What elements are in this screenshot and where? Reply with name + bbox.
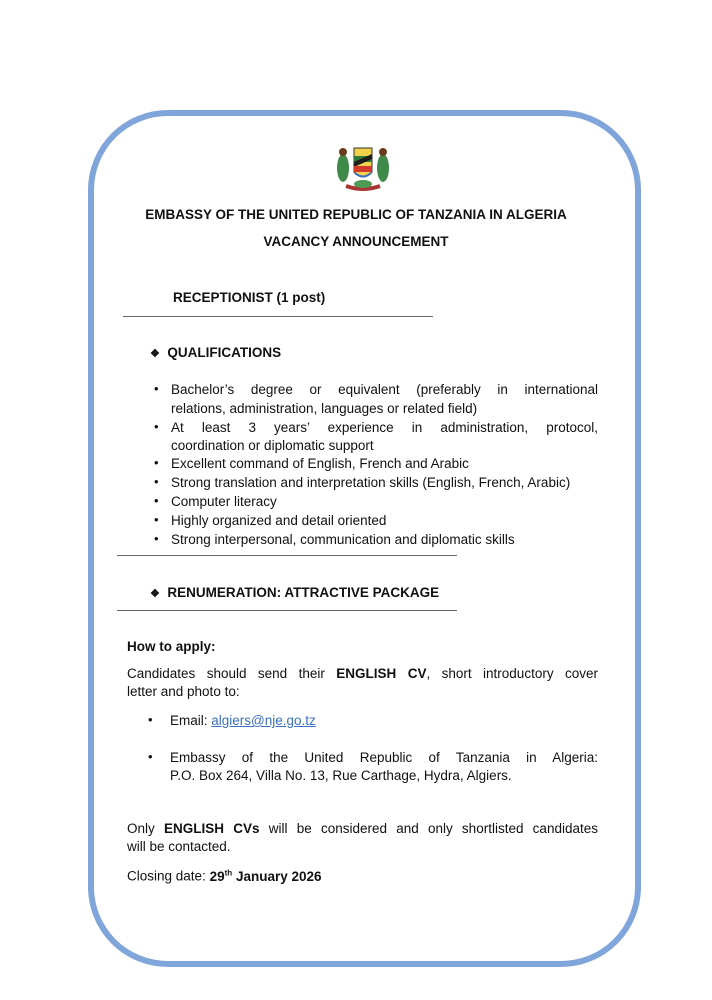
bullet-icon: • <box>148 712 153 727</box>
bullet-icon: • <box>154 455 159 470</box>
qualifications-heading-text: QUALIFICATIONS <box>167 345 282 360</box>
apply-intro-text-end: , short introductory cover <box>426 666 598 681</box>
closing-day-suffix: th <box>224 868 233 877</box>
notice-text-end: will be considered and only shortlisted candidates <box>268 821 598 836</box>
list-item: At least 3 years’ experience in administration, protocol, <box>171 420 598 435</box>
remuneration-heading <box>150 583 439 604</box>
coat-of-arms-icon <box>332 142 394 194</box>
announcement-title: VACANCY ANNOUNCEMENT <box>263 234 449 249</box>
apply-intro-line2: letter and photo to: <box>127 684 240 699</box>
notice-line2: will be contacted. <box>127 839 231 854</box>
closing-day: 29 <box>209 868 225 884</box>
notice-text: Only <box>127 821 155 836</box>
divider <box>117 610 457 611</box>
bullet-icon: • <box>154 474 159 489</box>
closing-label: Closing date: <box>127 868 206 884</box>
closing-date <box>127 863 322 886</box>
bullet-icon: • <box>154 381 159 396</box>
qualifications-heading <box>150 343 281 364</box>
list-item: Strong translation and interpretation skills (English, French, Arabic) <box>171 475 571 490</box>
position-title: RECEPTIONIST (1 post) <box>173 290 326 305</box>
closing-month-year: January 2026 <box>235 868 322 884</box>
bullet-icon: • <box>154 419 159 434</box>
list-item: Highly organized and detail oriented <box>171 513 387 528</box>
list-item-continuation: coordination or diplomatic support <box>171 438 374 453</box>
notice-line1 <box>127 819 598 838</box>
email-link[interactable]: algiers@nje.go.tz <box>211 713 316 728</box>
bullet-icon: • <box>154 512 159 527</box>
apply-intro <box>127 664 598 683</box>
diamond-bullet-icon: ❖ <box>150 348 160 360</box>
apply-intro-text: Candidates should send their <box>127 666 325 681</box>
email-line <box>170 711 316 730</box>
remuneration-heading-text: RENUMERATION: ATTRACTIVE PACKAGE <box>167 585 440 600</box>
list-item: Excellent command of English, French and Arabic <box>171 456 469 471</box>
notice-bold: ENGLISH CVs <box>164 821 260 836</box>
apply-intro-bold: ENGLISH CV <box>336 666 427 681</box>
bullet-icon: • <box>154 493 159 508</box>
diamond-bullet-icon: ❖ <box>150 588 160 600</box>
list-item: Bachelor’s degree or equivalent (preferably in international <box>171 382 598 397</box>
divider <box>123 316 433 317</box>
apply-heading: How to apply: <box>127 639 216 654</box>
list-item-continuation: relations, administration, languages or related field) <box>171 401 478 416</box>
list-item: Computer literacy <box>171 494 277 509</box>
bullet-icon: • <box>148 749 153 764</box>
address-line1: Embassy of the United Republic of Tanzania in Algeria: <box>170 750 598 765</box>
divider <box>117 555 457 556</box>
embassy-title: EMBASSY OF THE UNITED REPUBLIC OF TANZANIA IN ALGERIA <box>145 207 567 222</box>
email-label: Email: <box>170 713 208 728</box>
address-line2: P.O. Box 264, Villa No. 13, Rue Carthage, Hydra, Algiers. <box>170 768 512 783</box>
list-item: Strong interpersonal, communication and diplomatic skills <box>171 532 515 547</box>
bullet-icon: • <box>154 531 159 546</box>
